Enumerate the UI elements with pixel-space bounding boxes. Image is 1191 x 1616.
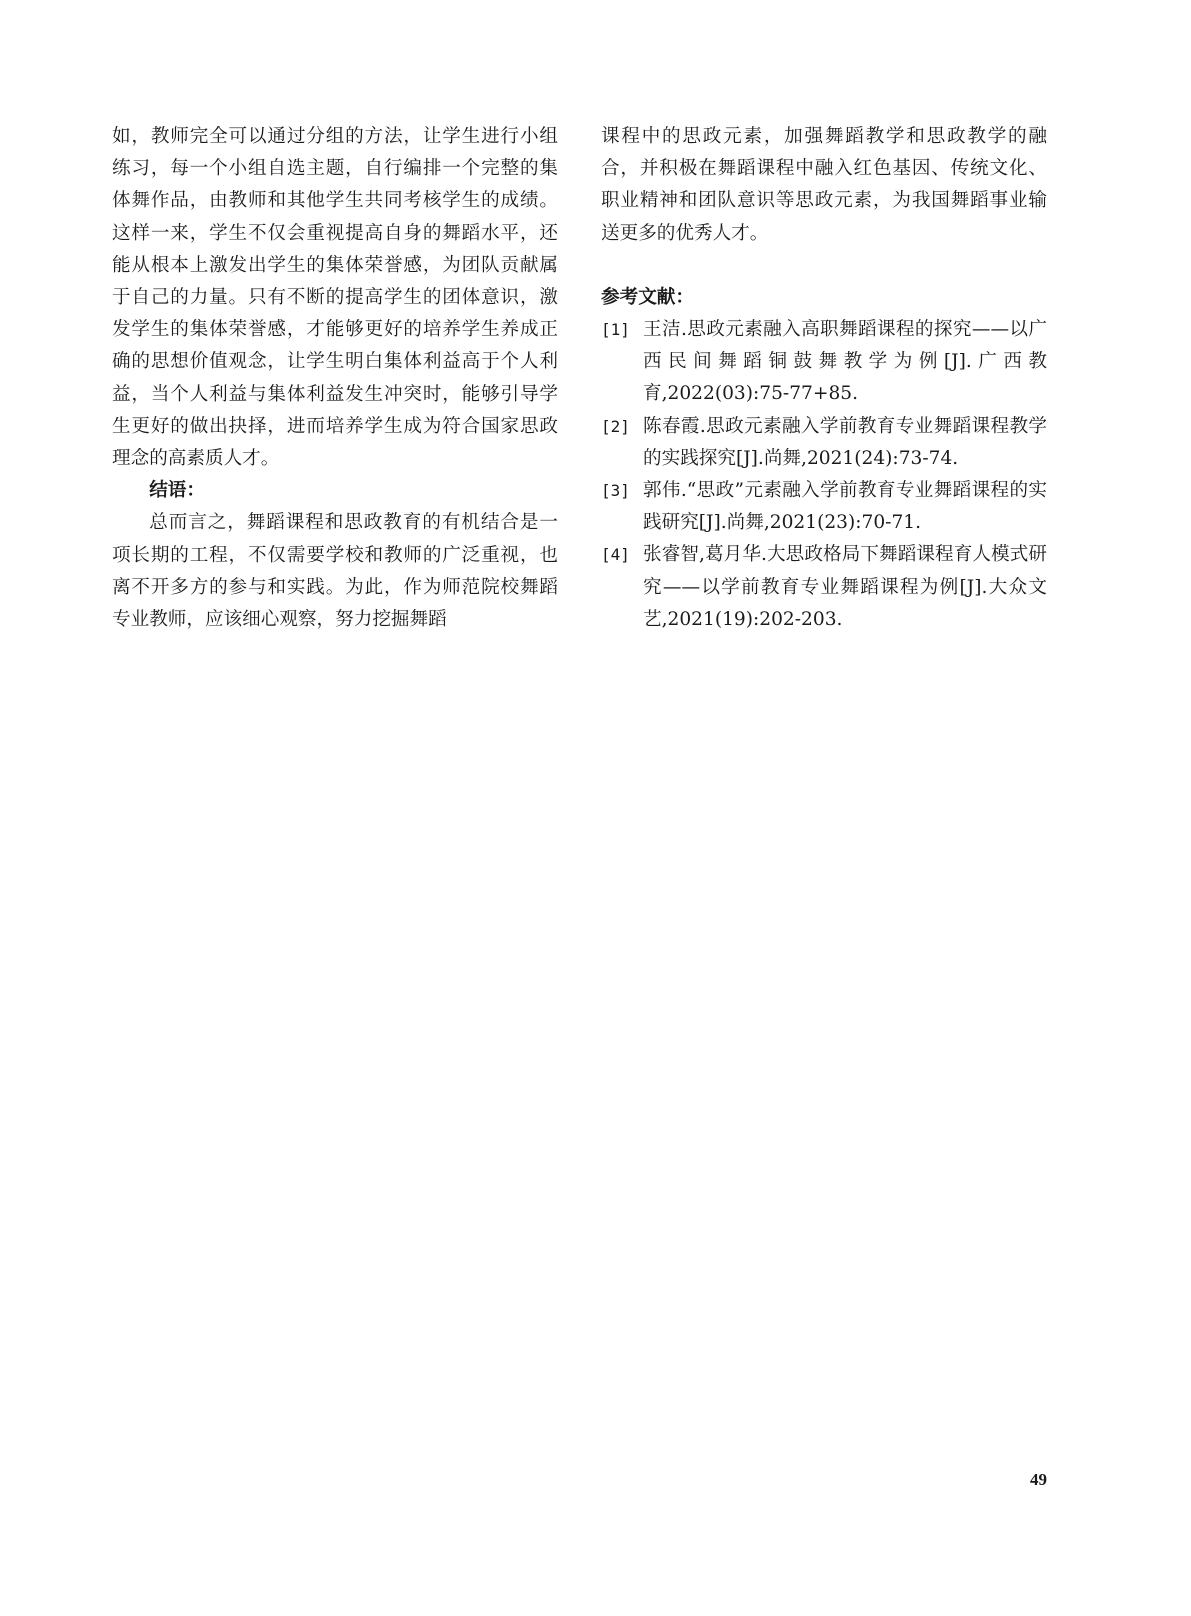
reference-number: [4] <box>601 545 630 565</box>
reference-item <box>601 314 1047 411</box>
conclusion-heading: 结语： <box>149 480 205 502</box>
page-number: 49 <box>1030 1470 1047 1489</box>
reference-number: [2] <box>601 416 630 436</box>
reference-text: 郭伟.“思政”元素融入学前教育专业舞蹈课程的实践研究[J].尚舞,2021(23):70-71. <box>643 480 1047 534</box>
reference-list <box>601 314 1047 636</box>
right-column <box>601 121 1047 636</box>
left-column <box>112 121 558 636</box>
reference-number: [3] <box>601 481 630 501</box>
reference-item <box>601 539 1047 636</box>
reference-item <box>601 411 1047 475</box>
reference-text: 陈春霞.思政元素融入学前教育专业舞蹈课程教学的实践探究[J].尚舞,2021(24):73-74. <box>643 415 1047 469</box>
reference-text: 张睿智,葛月华.大思政格局下舞蹈课程育人模式研究——以学前教育专业舞蹈课程为例[J].大众文艺,2021(19):202-203. <box>643 544 1047 630</box>
references-heading: 参考文献： <box>601 286 694 308</box>
reference-text: 王洁.思政元素融入高职舞蹈课程的探究——以广西民间舞蹈铜鼓舞教学为例[J].广西教育,2022(03):75-77+85. <box>643 319 1047 405</box>
reference-item <box>601 475 1047 539</box>
reference-number: [1] <box>601 320 630 340</box>
body-paragraph-continued: 课程中的思政元素，加强舞蹈教学和思政教学的融合，并积极在舞蹈课程中融入红色基因、传统文化、职业精神和团队意识等思政元素，为我国舞蹈事业输送更多的优秀人才。 <box>601 126 1047 244</box>
conclusion-paragraph: 总而言之，舞蹈课程和思政教育的有机结合是一项长期的工程，不仅需要学校和教师的广泛重视，也离不开多方的参与和实践。为此，作为师范院校舞蹈专业教师，应该细心观察，努力挖掘舞蹈 <box>112 512 558 631</box>
body-paragraph: 如，教师完全可以通过分组的方法，让学生进行小组练习，每一个小组自选主题，自行编排一个完整的集体舞作品，由教师和其他学生共同考核学生的成绩。这样一来，学生不仅会重视提高自身的舞蹈水平，还能从根本上激发出学生的集体荣誉感，为团队贡献属于自己的力量。只有不断的提高学生的团体意识，激发学生的集体荣誉感，才能够更好的培养学生养成正确的思想价值观念，让学生明白集体利益高于个人利益，当个人利益与集体利益发生冲突时，能够引导学生更好的做出抉择，进而培养学生成为符合国家思政理念的高素质人才。 <box>112 126 558 470</box>
